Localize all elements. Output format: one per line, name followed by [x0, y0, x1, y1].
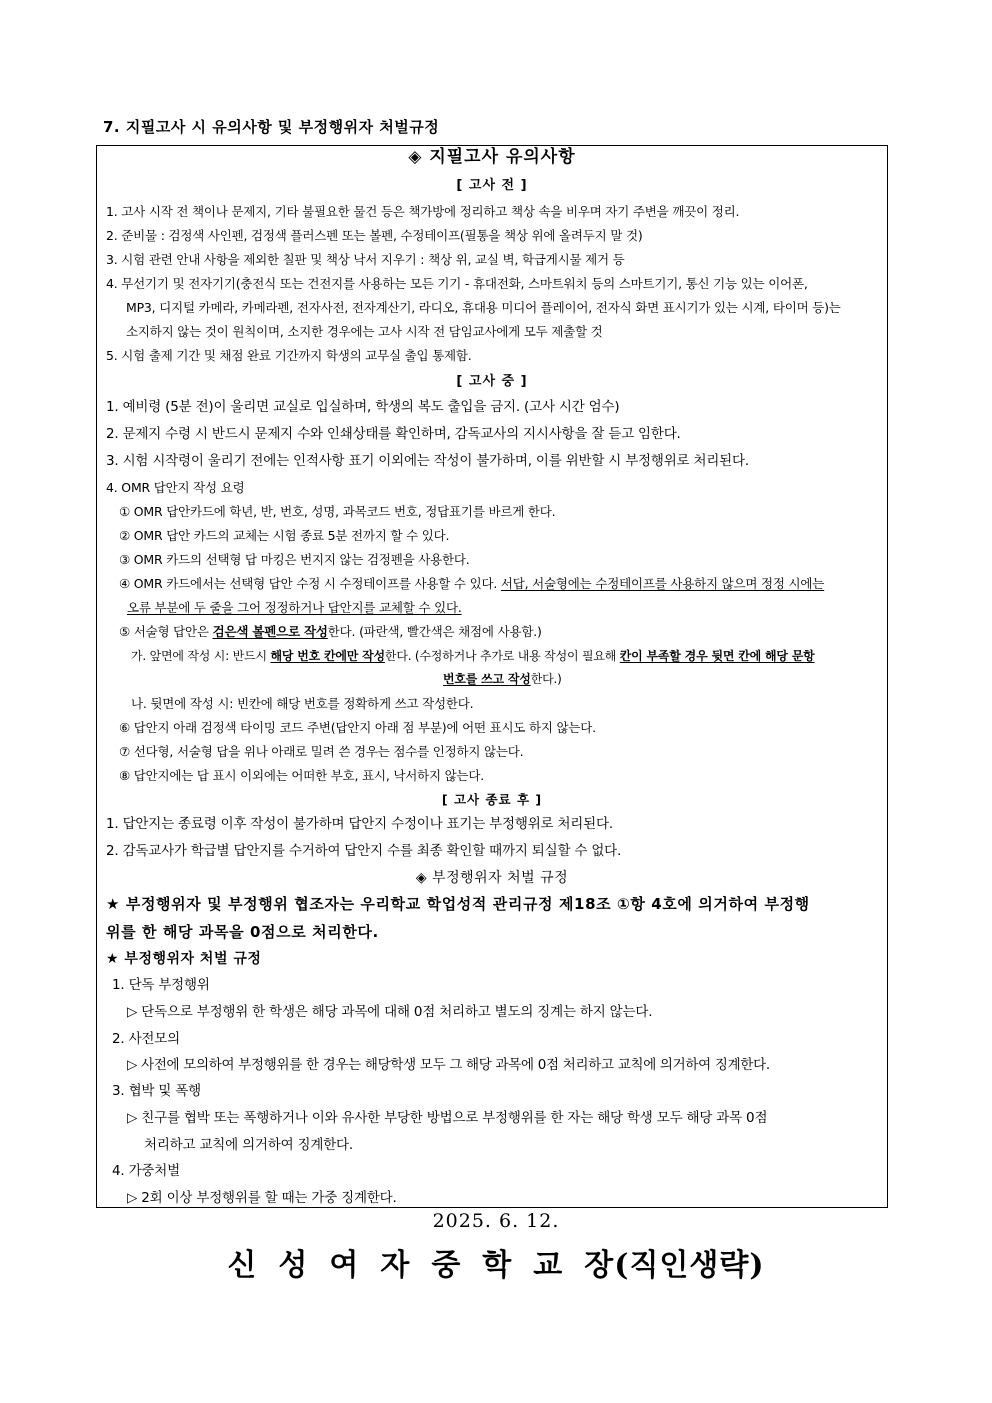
omr-sub-ga-text3: 한다.)	[530, 672, 562, 686]
during-exam-title: [ 고사 중 ]	[456, 374, 528, 389]
penalty-case-title: 3. 협박 및 폭행	[112, 1083, 201, 1099]
signature-tail: 장(직인생략)	[584, 1248, 765, 1283]
list-item: 4. OMR 답안지 작성 요령	[106, 480, 245, 495]
omr-sub-ga-text: 가. 앞면에 작성 시: 반드시	[131, 649, 271, 663]
omr-item-5	[119, 623, 542, 641]
omr-item-5-emphasis: 검은색 볼펜으로 작성	[212, 624, 328, 639]
penalty-title: ◈ 부정행위자 처벌 규정	[415, 870, 569, 886]
list-item: 5. 시험 출제 기간 및 채점 완료 기간까지 학생의 교무실 출입 통제함.	[106, 348, 472, 363]
penalty-lead-line1: ★ 부정행위자 및 부정행위 협조자는 우리학교 학업성적 관리규정 제18조 ①항 4호에 의거하여 부정행	[106, 895, 810, 913]
list-item: 소지하지 않는 것이 원칙이며, 소지한 경우에는 고사 시작 전 담임교사에게 모두 제출할 것	[126, 324, 603, 339]
omr-item-4-underlined: 서답, 서술형에는 수정테이프를 사용하지 않으며 정정 시에는	[500, 576, 825, 591]
penalty-case-desc-cont: 처리하고 교칙에 의거하여 징계한다.	[144, 1137, 353, 1153]
omr-sub-na: 나. 뒷면에 작성 시: 빈칸에 해당 번호를 정확하게 쓰고 작성한다.	[131, 696, 474, 711]
school-principal-signature	[0, 1240, 992, 1284]
omr-sub-ga-text2: 한다. (수정하거나 추가로 내용 작성이 필요해	[384, 649, 620, 663]
omr-sub-ga-cont	[443, 670, 562, 688]
omr-sub-ga-emphasis2: 칸이 부족할 경우 뒷면 칸에 해당 문항	[619, 649, 815, 663]
omr-item-4-cont	[127, 599, 462, 617]
omr-sub-ga	[131, 647, 815, 665]
list-item: 2. 문제지 수령 시 반드시 문제지 수와 인쇄상태를 확인하며, 감독교사의 지시사항을 잘 듣고 임한다.	[106, 426, 681, 442]
list-item: 3. 시험 관련 안내 사항을 제외한 칠판 및 책상 낙서 지우기 : 책상 위, 교실 벽, 학급게시물 제거 등	[106, 252, 625, 267]
issue-date: 2025. 6. 12.	[432, 1210, 560, 1232]
list-item: 1. 고사 시작 전 책이나 문제지, 기타 불필요한 물건 등은 책가방에 정리하고 책상 속을 비우며 자기 주변을 깨끗이 정리.	[106, 204, 740, 219]
omr-item: ① OMR 답안카드에 학년, 반, 번호, 성명, 과목코드 번호, 정답표기를 바르게 한다.	[119, 504, 556, 519]
after-exam-title: [ 고사 종료 후 ]	[441, 792, 543, 807]
omr-item: ⑦ 선다형, 서술형 답을 위나 아래로 밀려 쓴 경우는 점수를 인정하지 않는다.	[119, 744, 524, 759]
omr-sub-ga-emphasis3: 번호를 쓰고 작성	[443, 672, 531, 686]
penalty-case-desc: ▷ 사전에 모의하여 부정행위를 한 경우는 해당학생 모두 그 해당 과목에 0점 처리하고 교칙에 의거하여 징계한다.	[127, 1057, 770, 1073]
list-item: 3. 시험 시작령이 울리기 전에는 인적사항 표기 이외에는 작성이 불가하며, 이를 위반할 시 부정행위로 처리된다.	[106, 453, 749, 469]
omr-item-4-underlined-cont: 오류 부분에 두 줄을 그어 정정하거나 답안지를 교체할 수 있다.	[127, 600, 462, 615]
omr-item-4	[119, 575, 824, 593]
box-title: ◈ 지필고사 유의사항	[408, 147, 576, 167]
omr-item: ⑥ 답안지 아래 검정색 타이밍 코드 주변(답안지 아래 점 부분)에 어떤 표시도 하지 않는다.	[119, 720, 596, 735]
penalty-case-desc: ▷ 2회 이상 부정행위를 할 때는 가중 징계한다.	[127, 1190, 397, 1206]
list-item: 1. 예비령 (5분 전)이 울리면 교실로 입실하며, 학생의 복도 출입을 금지. (고사 시간 엄수)	[106, 399, 620, 415]
omr-item: ⑧ 답안지에는 답 표시 이외에는 어떠한 부호, 표시, 낙서하지 않는다.	[119, 768, 485, 783]
list-item: 2. 준비물 : 검정색 사인펜, 검정색 플러스펜 또는 볼펜, 수정테이프(필통을 책상 위에 올려두지 말 것)	[106, 228, 643, 243]
list-item: 2. 감독교사가 학급별 답안지를 수거하여 답안지 수를 최종 확인할 때까지 퇴실할 수 없다.	[106, 843, 622, 859]
omr-item: ③ OMR 카드의 선택형 답 마킹은 번지지 않는 검정펜을 사용한다.	[119, 552, 470, 567]
penalty-case-title: 1. 단독 부정행위	[112, 977, 210, 993]
list-item: MP3, 디지털 카메라, 카메라펜, 전자사전, 전자계산기, 라디오, 휴대용 미디어 플레이어, 전자식 화면 표시기가 있는 시계, 타이머 등)는	[126, 300, 841, 315]
list-item: 4. 무선기기 및 전자기기(충전식 또는 건전지를 사용하는 모든 기기 - 휴대전화, 스마트워치 등의 스마트기기, 통신 기능 있는 이어폰,	[106, 276, 808, 291]
omr-sub-ga-emphasis: 해당 번호 칸에만 작성	[270, 649, 385, 663]
omr-item-5-text: ⑤ 서술형 답안은	[119, 624, 213, 639]
omr-item: ② OMR 답안 카드의 교체는 시험 종료 5분 전까지 할 수 있다.	[119, 528, 450, 543]
penalty-case-title: 2. 사전모의	[112, 1031, 180, 1047]
section-heading: 7. 지필고사 시 유의사항 및 부정행위자 처벌규정	[103, 118, 440, 136]
before-exam-title: [ 고사 전 ]	[456, 178, 528, 193]
penalty-case-desc: ▷ 단독으로 부정행위 한 학생은 해당 과목에 대해 0점 처리하고 별도의 징계는 하지 않는다.	[127, 1004, 653, 1020]
school-name: 신성여자중학교	[227, 1248, 585, 1283]
penalty-case-title: 4. 가중처벌	[112, 1163, 180, 1179]
list-item: 1. 답안지는 종료령 이후 작성이 불가하며 답안지 수정이나 표기는 부정행위로 처리된다.	[106, 816, 613, 832]
penalty-subhead: ★ 부정행위자 처벌 규정	[106, 951, 262, 967]
omr-item-5-text-end: 한다. (파란색, 빨간색은 채점에 사용함.)	[327, 624, 542, 639]
penalty-case-desc: ▷ 친구를 협박 또는 폭행하거나 이와 유사한 부당한 방법으로 부정행위를 한 자는 해당 학생 모두 해당 과목 0점	[127, 1110, 768, 1126]
penalty-lead-line2: 위를 한 해당 과목을 0점으로 처리한다.	[106, 923, 379, 941]
omr-item-4-text: ④ OMR 카드에서는 선택형 답안 수정 시 수정테이프를 사용할 수 있다.	[119, 576, 501, 591]
notice-box	[96, 145, 888, 1208]
